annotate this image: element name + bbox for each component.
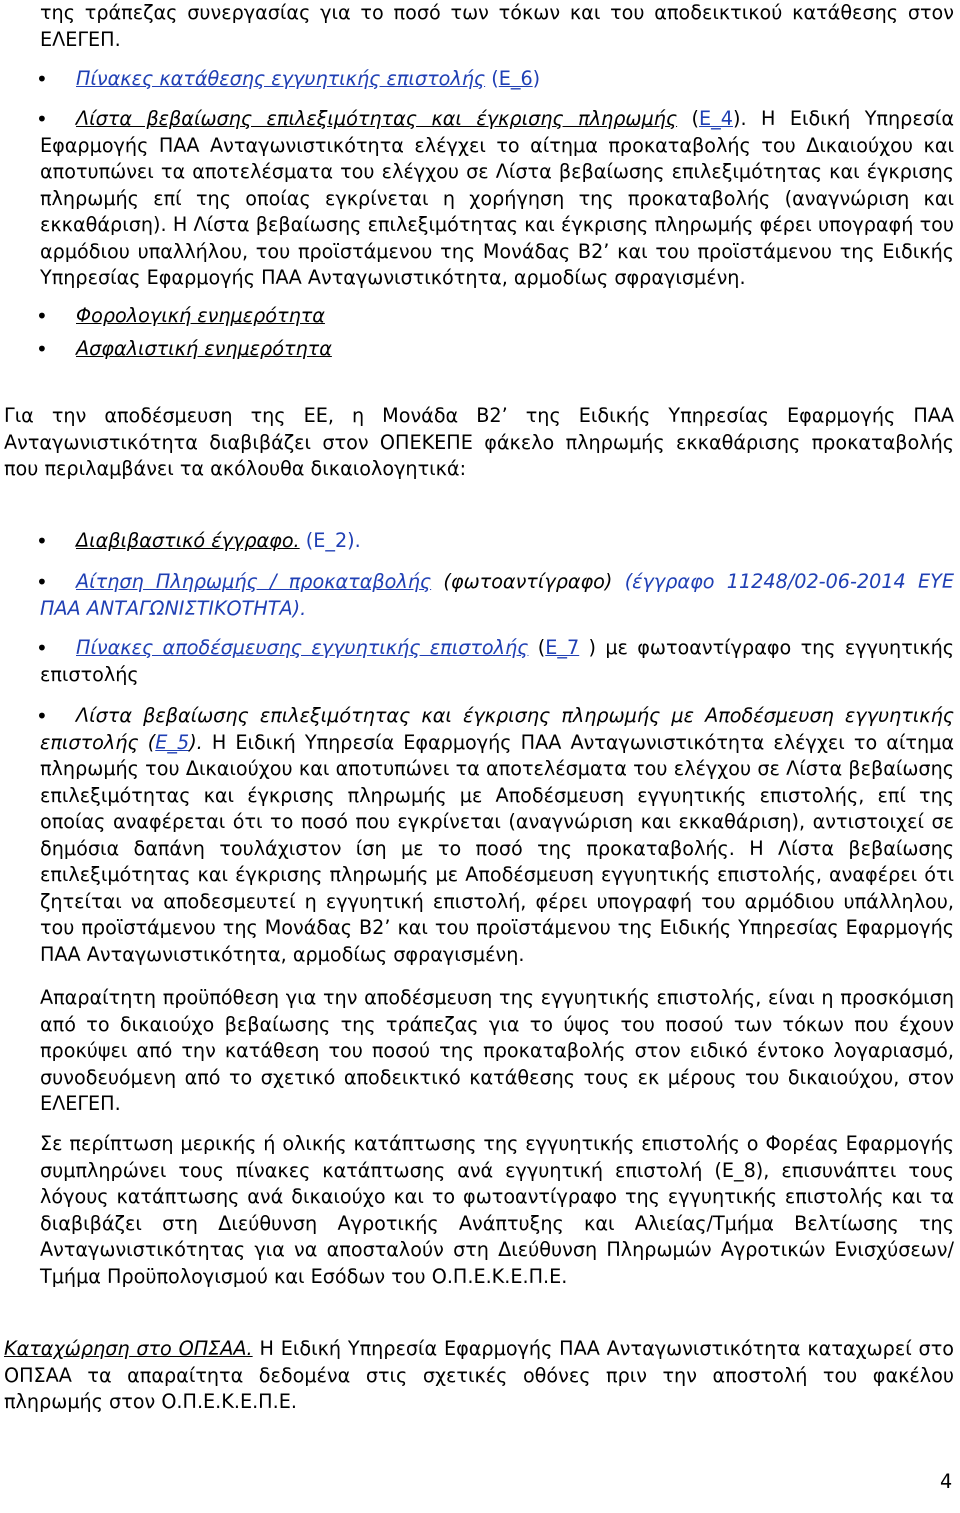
list-item-eligibility-release-list — [36, 703, 955, 968]
eligibility-release-title: Λίστα βεβαίωσης επιλεξιμότητας και έγκρισης πληρωμής με Αποδέσμευση εγγυητικής επιστολής ( — [40, 704, 954, 754]
list-item-insurance-clearance — [36, 336, 954, 363]
link-eligibility-list[interactable]: Λίστα βεβαίωσης επιλεξιμότητας και έγκρισης πληρωμής — [76, 107, 678, 130]
ref-document-11248[interactable]: (έγγραφο 11248/02-06-2014 ΕΥΕ ΠΑΑ ΑΝΤΑΓΩΝΙΣΤΙΚΟΤΗΤΑ). — [40, 570, 955, 620]
link-payment-request[interactable]: Αίτηση Πληρωμής / προκαταβολής — [76, 570, 432, 593]
paragraph-prerequisite: Απαραίτητη προϋπόθεση για την αποδέσμευση της εγγυητικής επιστολής, είναι η προσκόμιση από το δικαιούχο βεβαίωσης της τράπεζας για το ύψος του ποσού των τόκων που έχουν προκύψει από την κατάθεση του ποσού της προκαταβολής στον ειδικό έντοκο λογαριασμό, συνοδευόμενη από το σχετικό αποδεικτικό κατάθεσης τους εκ μέρους του δικαιούχου, στον ΕΛΕΓΕΠ. — [40, 986, 954, 1115]
paragraph-continuation: της τράπεζας συνεργασίας για το ποσό των τόκων και του αποδεικτικού κατάθεσης στον ΕΛΕΓΕΠ. — [40, 1, 954, 51]
ref-e2[interactable]: (Ε_2). — [299, 529, 361, 552]
ref-e5[interactable]: Ε_5 — [155, 730, 190, 754]
link-cover-letter[interactable]: Διαβιβαστικό έγγραφο. — [76, 529, 300, 552]
ref-e4[interactable]: Ε_4 — [699, 107, 733, 130]
bullet-icon: • — [36, 304, 48, 328]
paren-open: ( — [677, 107, 700, 130]
paren-close: ). — [189, 730, 203, 754]
link-insurance-clearance[interactable]: Ασφαλιστική ενημερότητα — [76, 337, 332, 360]
paren-open: ( — [528, 636, 546, 659]
link-tax-clearance[interactable]: Φορολογική ενημερότητα — [76, 304, 325, 327]
ref-e6[interactable]: Ε_6 — [498, 67, 533, 90]
bullet-icon: • — [36, 529, 48, 553]
list-item-release-tables — [36, 635, 954, 688]
paren-open: ( — [485, 67, 499, 90]
registration-heading: Καταχώρηση στο ΟΠΣΑΑ. — [4, 1337, 253, 1360]
list-item-payment-request — [36, 569, 955, 622]
bullet-icon: • — [36, 636, 48, 660]
list-item-cover-letter — [36, 528, 954, 555]
bullet-icon: • — [36, 337, 48, 361]
eligibility-description: Η Ειδική Υπηρεσία Εφαρμογής ΠΑΑ Ανταγωνιστικότητα ελέγχει το αίτημα προκαταβολής του Δικαιούχου και αποτυπώνει τα αποτελέσματα του ελέγχου σε Λίστα βεβαίωσης επιλεξιμότητας και έγκρισης πληρωμής επί της οποίας εγκρίνεται η χορήγηση της προκαταβολής (αναγνώριση και εκκαθάριση). Η Λίστα βεβαίωσης επιλεξιμότητας και έγκρισης πληρωμής φέρει υπογραφή του αρμόδιου υπαλλήλου, του προϊστάμενου της Μονάδας Β2’ και του προϊστάμενου της Ειδικής Υπηρεσίας Εφαρμογής ΠΑΑ Ανταγωνιστικότητα, αρμοδίως σφραγισμένη. — [40, 107, 954, 289]
eligibility-release-description: Η Ειδική Υπηρεσία Εφαρμογής ΠΑΑ Ανταγωνιστικότητα ελέγχει το αίτημα πληρωμής του Δικαιούχου και αποτυπώνει τα αποτελέσματα του ελέγχου σε Λίστα βεβαίωσης επιλεξιμότητας και έγκρισης πληρωμής με Αποδέσμευση εγγυητικής επιστολής, επί της οποίας αναφέρεται ότι το ποσό που εγκρίνεται (αναγνώριση και εκκαθάριση), αντιστοιχεί σε δημόσια δαπάνη τουλάχιστον ίση με το ποσό της προκαταβολής. Η Λίστα βεβαίωσης επιλεξιμότητας και έγκρισης πληρωμής με Αποδέσμευση εγγυητικής επιστολής, αναφέρει ότι ζητείται να αποδεσμευτεί η εγγυητική επιστολή, φέρει υπογραφή του αρμόδιου υπάλληλου, του προϊστάμενου της Μονάδας Β2’ και του προϊστάμενου της Ειδικής Υπηρεσίας Εφαρμογής ΠΑΑ Ανταγωνιστικότητα, αρμοδίως σφραγισμένη. — [40, 730, 955, 966]
page-number: 4 — [940, 1470, 953, 1493]
paragraph-forfeiture: Σε περίπτωση μερικής ή ολικής κατάπτωσης της εγγυητικής επιστολής ο Φορέας Εφαρμογής συμπληρώνει τους πίνακες κατάπτωσης ανά εγγυητική επιστολή (Ε_8), επισυνάπτει τους λόγους κατάπτωσης ανά δικαιούχο και το φωτοαντίγραφο της εγγυητικής επιστολής και τα διαβιβάζει στη Διεύθυνση Αγροτικής Ανάπτυξης και Αλιείας/Τμήμα Βελτίωσης της Ανταγωνιστικότητας για να αποσταλούν στη Διεύθυνση Πληρωμών Αγροτικών Ενισχύσεων/Τμήμα Προϋπολογισμού και Εσόδων του Ο.Π.Ε.Κ.Ε.Π.Ε. — [40, 1132, 954, 1288]
paragraph-registration — [4, 1336, 954, 1416]
paren-close: ). — [732, 107, 747, 130]
bullet-icon: • — [36, 107, 48, 131]
registration-text: Η Ειδική Υπηρεσία Εφαρμογής ΠΑΑ Ανταγωνιστικότητα καταχωρεί στο ΟΠΣΑΑ τα απαραίτητα δεδομένα στις σχετικές οθόνες πριν την αποστολή του φακέλου πληρωμής στον Ο.Π.Ε.Κ.Ε.Π.Ε. — [4, 1337, 954, 1413]
link-release-tables[interactable]: Πίνακες αποδέσμευσης εγγυητικής επιστολής — [76, 636, 529, 659]
list-item-guarantee-deposit-tables — [36, 66, 954, 93]
paragraph-release: Για την αποδέσμευση της ΕΕ, η Μονάδα Β2’ της Ειδικής Υπηρεσίας Εφαρμογής ΠΑΑ Ανταγωνιστικότητα διαβιβάζει στον ΟΠΕΚΕΠΕ φάκελο πληρωμής εκκαθάρισης προκαταβολής που περιλαμβάνει τα ακόλουθα δικαιολογητικά: — [4, 404, 954, 480]
release-tables-note: ) με φωτοαντίγραφο της εγγυητικής επιστολής — [40, 636, 954, 686]
link-guarantee-deposit-tables[interactable]: Πίνακες κατάθεσης εγγυητικής επιστολής — [76, 67, 486, 90]
ref-e7[interactable]: Ε_7 — [545, 636, 580, 659]
list-item-eligibility-list — [36, 106, 954, 292]
bullet-icon: • — [36, 704, 48, 728]
list-item-tax-clearance — [36, 303, 954, 330]
bullet-icon: • — [36, 570, 48, 594]
bullet-icon: • — [36, 67, 48, 91]
photocopy-note: (φωτοαντίγραφο) — [431, 570, 625, 593]
paren-close: ) — [532, 67, 541, 90]
